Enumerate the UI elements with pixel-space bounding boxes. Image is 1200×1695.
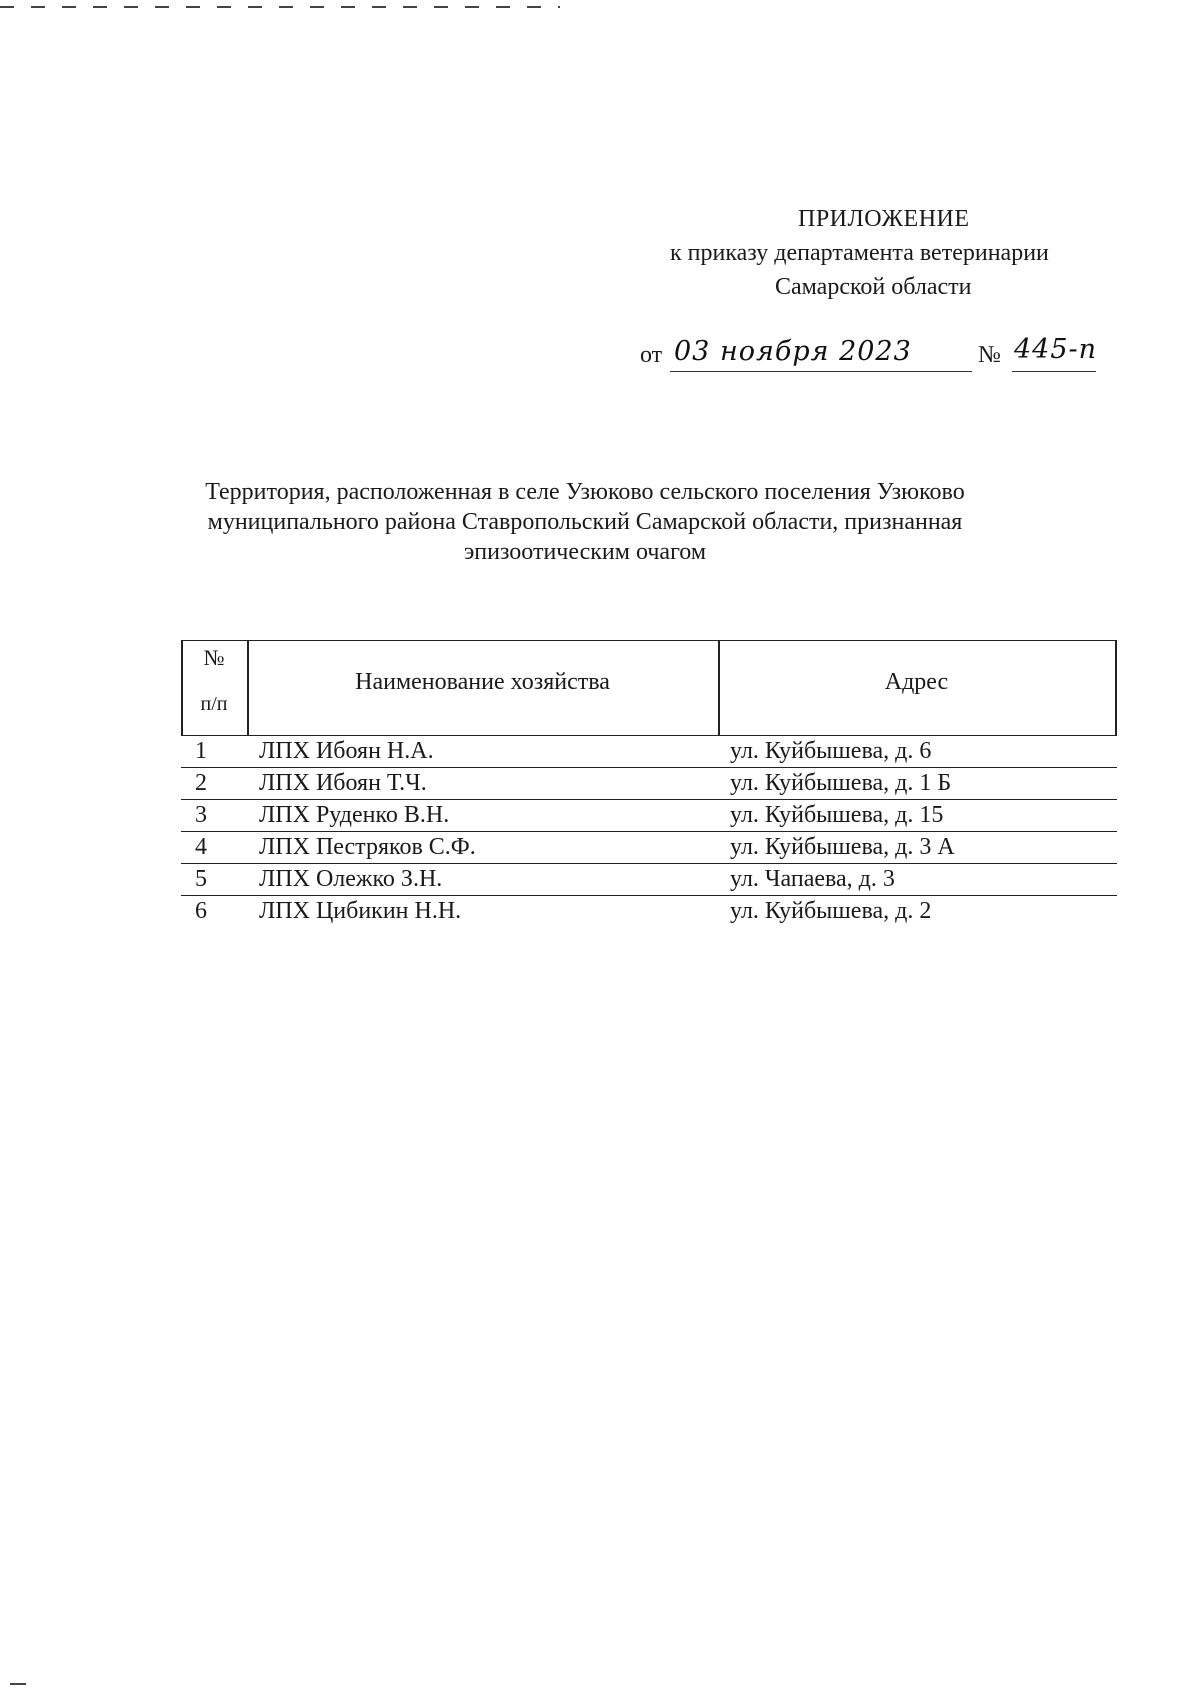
header-farm-name: Наименование хозяйства	[355, 669, 610, 695]
heading-line-3: эпизоотическим очагом	[463, 539, 707, 565]
table-row	[181, 768, 1117, 800]
row-number: 2	[195, 770, 207, 796]
row-address: ул. Чапаева, д. 3	[730, 866, 895, 892]
table-row	[181, 896, 1117, 927]
row-number: 5	[195, 866, 207, 892]
table-row	[181, 864, 1117, 896]
row-farm-name: ЛПХ Олежко З.Н.	[259, 866, 443, 892]
row-address: ул. Куйбышева, д. 2	[730, 898, 932, 924]
header-address: Адрес	[884, 669, 949, 695]
row-number: 6	[195, 898, 207, 924]
row-farm-name: ЛПХ Руденко В.Н.	[259, 802, 450, 828]
table-row	[181, 800, 1117, 832]
appendix-region: Самарской области	[775, 274, 972, 300]
row-farm-name: ЛПХ Цибикин Н.Н.	[259, 898, 462, 924]
row-address: ул. Куйбышева, д. 6	[730, 738, 932, 764]
row-number: 1	[195, 738, 207, 764]
row-farm-name: ЛПХ Ибоян Т.Ч.	[259, 770, 427, 796]
date-underline	[670, 371, 972, 372]
number-label: №	[978, 342, 1001, 368]
handwritten-order-number: 445-п	[1014, 334, 1098, 365]
row-farm-name: ЛПХ Пестряков С.Ф.	[259, 834, 476, 860]
document-heading	[160, 477, 1010, 567]
from-label: от	[640, 342, 663, 368]
handwritten-date: 03 ноября 2023	[674, 336, 912, 367]
appendix-order-reference: к приказу департамента ветеринарии	[670, 240, 1049, 266]
header-border-right	[1115, 641, 1117, 735]
table-row	[181, 736, 1117, 768]
row-number: 4	[195, 834, 207, 860]
heading-line-2: муниципального района Ставропольский Самарской области, признанная	[207, 509, 963, 535]
row-address: ул. Куйбышева, д. 1 Б	[730, 770, 952, 796]
heading-line-1: Территория, расположенная в селе Узюково сельского поселения Узюково	[205, 479, 965, 505]
scan-edge-dashes	[0, 6, 560, 8]
table-row	[181, 832, 1117, 864]
row-address: ул. Куйбышева, д. 3 А	[730, 834, 955, 860]
table-header	[181, 640, 1117, 736]
scan-margin-mark	[10, 1683, 26, 1685]
header-number-pp: п/п	[200, 693, 228, 715]
farms-table	[181, 640, 1117, 927]
row-farm-name: ЛПХ Ибоян Н.А.	[259, 738, 434, 764]
appendix-title: ПРИЛОЖЕНИЕ	[798, 206, 970, 232]
row-address: ул. Куйбышева, д. 15	[730, 802, 944, 828]
row-number: 3	[195, 802, 207, 828]
order-date-number-line	[640, 334, 1120, 378]
header-number-sign: №	[203, 645, 225, 670]
number-underline	[1012, 371, 1096, 372]
